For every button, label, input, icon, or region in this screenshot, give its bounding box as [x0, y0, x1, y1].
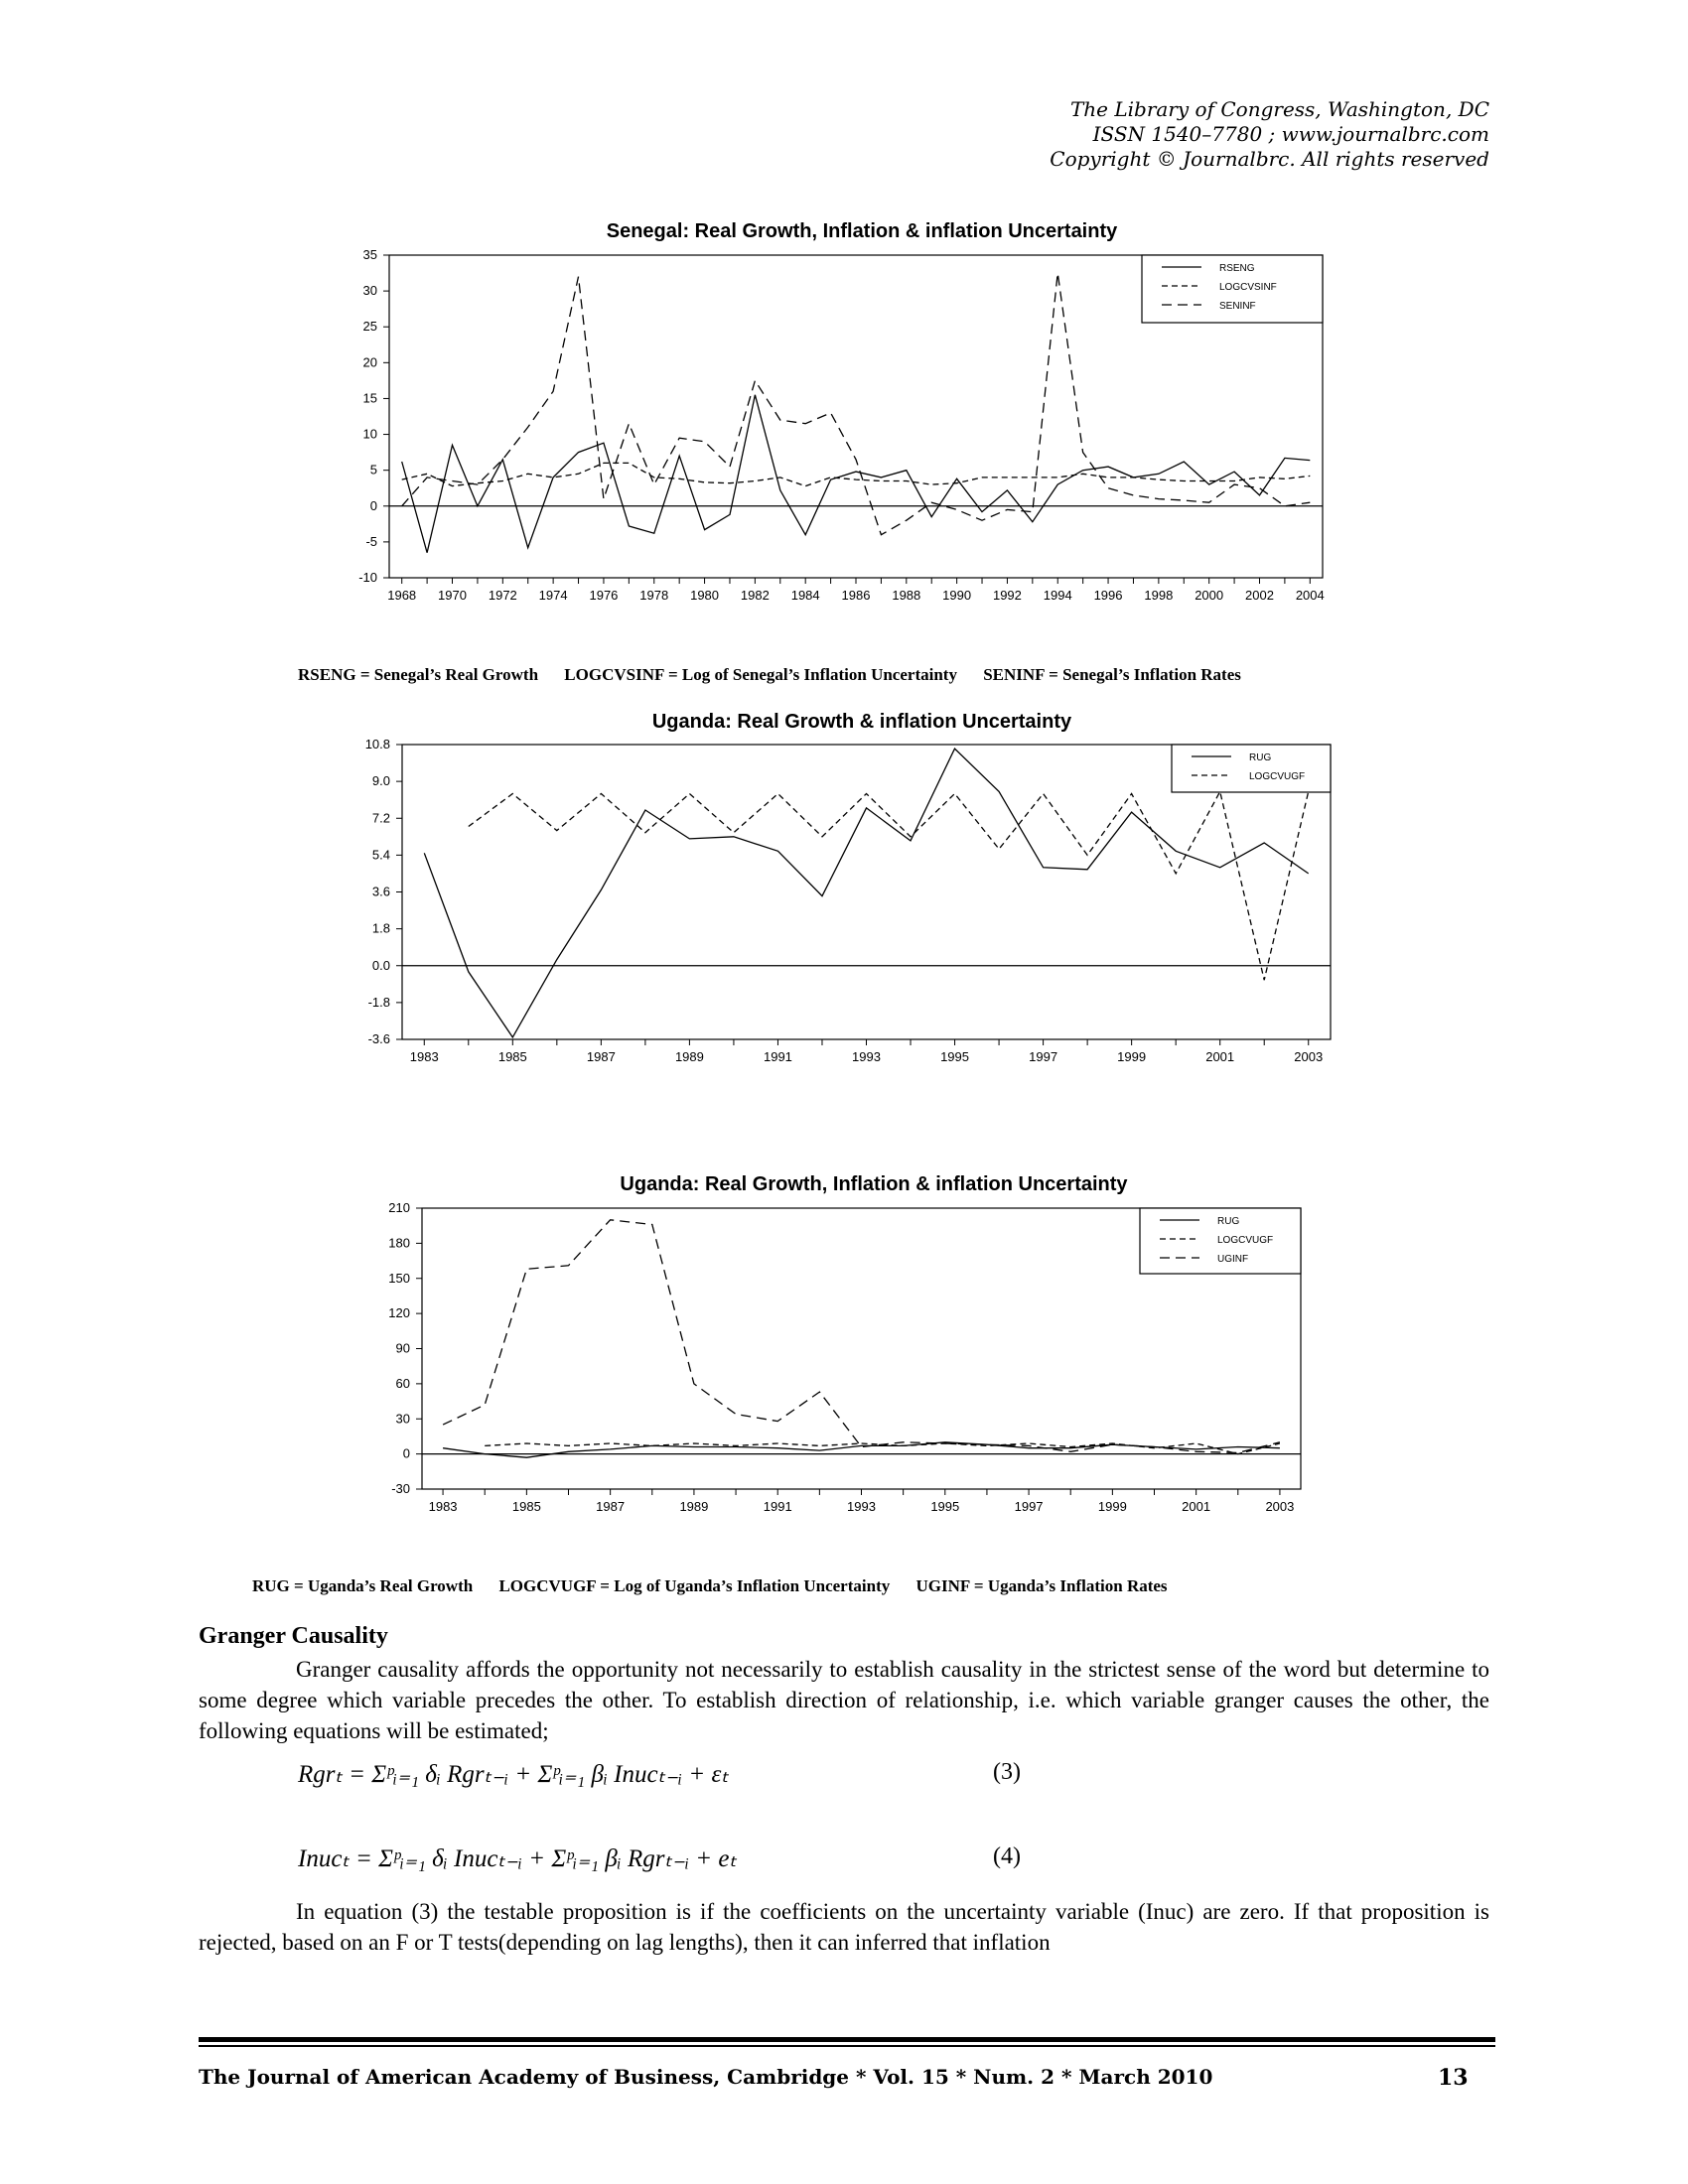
paragraph-2: In equation (3) the testable proposition is if the coefficients on the uncertainty variable (Inuc) are zero. If that proposition is rejected, based on an F or T tests(depending on lag lengths), then it can inferred that inflation [199, 1899, 1489, 1955]
x-tick-label: 1997 [1014, 1499, 1044, 1514]
x-tick-label: 1995 [940, 1049, 970, 1064]
x-tick-label: 1983 [428, 1499, 458, 1514]
x-tick-label: 1992 [992, 588, 1022, 603]
x-tick-label: 2001 [1205, 1049, 1235, 1064]
x-tick-label: 2004 [1295, 588, 1325, 603]
senegal-caption [298, 665, 1263, 685]
x-tick-label: 1984 [790, 588, 820, 603]
y-tick-label: 180 [388, 1235, 410, 1251]
uganda-growth-inflation-chart [357, 1196, 1340, 1554]
legend-entry: LOGCVUGF [1217, 1235, 1274, 1246]
y-tick-label: 15 [362, 390, 377, 406]
y-tick-label: 7.2 [371, 810, 390, 826]
y-tick-label: 20 [362, 354, 377, 370]
legend-entry: SENINF [1219, 301, 1256, 312]
x-tick-label: 1989 [679, 1499, 709, 1514]
y-tick-label: 0.0 [371, 957, 390, 973]
y-tick-label: 25 [362, 319, 377, 335]
x-tick-label: 1985 [497, 1049, 527, 1064]
senegal-chart [328, 243, 1350, 625]
uganda-caption-uginf: UGINF = Uganda’s Inflation Rates [915, 1576, 1168, 1595]
y-tick-label: 210 [388, 1200, 410, 1215]
legend-entry: RSENG [1219, 263, 1255, 274]
x-tick-label: 1983 [409, 1049, 439, 1064]
x-tick-label: 2003 [1294, 1049, 1324, 1064]
x-tick-label: 2002 [1245, 588, 1274, 603]
senegal-caption-rseng: RSENG = Senegal’s Real Growth [298, 665, 539, 684]
paragraph-1: Granger causality affords the opportunity not necessarily to establish causality in the strictest sense of the word but determine to some degree which variable precedes the other. To establish direction of relationship, i.e. which variable granger causes the other, the following equations will be estimated; [199, 1657, 1489, 1743]
legend-entry: LOGCVUGF [1249, 771, 1306, 782]
x-tick-label: 1985 [511, 1499, 541, 1514]
x-tick-label: 1987 [596, 1499, 626, 1514]
y-tick-label: 10 [362, 426, 377, 442]
y-tick-label: 90 [395, 1340, 410, 1356]
x-tick-label: 1999 [1117, 1049, 1147, 1064]
x-tick-label: 1993 [852, 1049, 881, 1064]
x-tick-label: 1986 [841, 588, 871, 603]
y-tick-label: 10.8 [364, 737, 390, 751]
page-header [1050, 97, 1489, 172]
header-line-1: The Library of Congress, Washington, DC [1069, 97, 1489, 121]
series-line-rseng [402, 395, 1311, 553]
uganda-caption-logcvugf: LOGCVUGF = Log of Uganda’s Inflation Uncertainty [498, 1576, 891, 1595]
x-tick-label: 1988 [892, 588, 921, 603]
legend-entry: UGINF [1217, 1254, 1249, 1265]
legend-entry: RUG [1217, 1216, 1240, 1227]
x-tick-label: 1997 [1029, 1049, 1058, 1064]
x-tick-label: 1978 [639, 588, 669, 603]
x-tick-label: 1974 [538, 588, 568, 603]
x-tick-label: 1996 [1093, 588, 1123, 603]
chart-title-senegal: Senegal: Real Growth, Inflation & inflation Uncertainty [606, 220, 1118, 242]
equation-4: Inucₜ = Σᵖᵢ₌₁ δᵢ Inucₜ₋ᵢ + Σᵖᵢ₌₁ βᵢ Rgrₜ₋ᵢ + eₜ [298, 1845, 737, 1872]
x-tick-label: 1995 [930, 1499, 960, 1514]
section-heading: Granger Causality [199, 1623, 388, 1649]
y-tick-label: 150 [388, 1270, 410, 1286]
x-tick-label: 1982 [740, 588, 770, 603]
y-tick-label: 3.6 [371, 884, 390, 899]
x-tick-label: 2000 [1195, 588, 1224, 603]
page-number: 13 [1438, 2065, 1469, 2091]
x-tick-label: 1998 [1144, 588, 1174, 603]
x-tick-label: 1991 [763, 1049, 792, 1064]
y-tick-label: 9.0 [371, 773, 390, 789]
chart-title-uganda-1: Uganda: Real Growth & inflation Uncertainty [651, 711, 1072, 733]
equation-3-number: (3) [993, 1759, 1021, 1785]
uganda-caption [252, 1576, 1190, 1596]
y-tick-label: -30 [391, 1481, 410, 1496]
y-tick-label: 1.8 [371, 920, 390, 936]
header-line-2: ISSN 1540–7780 ; www.journalbrc.com [1092, 122, 1489, 146]
x-tick-label: 1994 [1043, 588, 1072, 603]
y-tick-label: 30 [362, 283, 377, 299]
x-tick-label: 1999 [1097, 1499, 1127, 1514]
series-line-rug [443, 1442, 1280, 1457]
senegal-caption-logcvsinf: LOGCVSINF = Log of Senegal’s Inflation Uncertainty [564, 665, 957, 684]
y-tick-label: 35 [362, 247, 377, 262]
y-tick-label: 0 [402, 1445, 410, 1461]
x-tick-label: 1968 [387, 588, 417, 603]
x-tick-label: 1972 [488, 588, 517, 603]
x-tick-label: 1991 [763, 1499, 792, 1514]
x-tick-label: 1987 [586, 1049, 616, 1064]
uganda-caption-rug: RUG = Uganda’s Real Growth [252, 1576, 474, 1595]
y-tick-label: 5 [369, 462, 377, 478]
senegal-caption-seninf: SENINF = Senegal’s Inflation Rates [983, 665, 1241, 684]
equation-3: Rgrₜ = Σᵖᵢ₌₁ δᵢ Rgrₜ₋ᵢ + Σᵖᵢ₌₁ βᵢ Inucₜ₋ᵢ + εₜ [298, 1761, 729, 1788]
y-tick-label: -3.6 [367, 1031, 390, 1046]
y-tick-label: 60 [395, 1375, 410, 1391]
footer-rule-thin [199, 2045, 1495, 2047]
footer-journal: The Journal of American Academy of Business, Cambridge * Vol. 15 * Num. 2 * March 2010 [199, 2065, 1213, 2089]
x-tick-label: 1990 [942, 588, 972, 603]
y-tick-label: -10 [358, 570, 377, 585]
y-tick-label: -5 [365, 533, 377, 549]
y-tick-label: 120 [388, 1305, 410, 1321]
x-tick-label: 1993 [847, 1499, 876, 1514]
uganda-growth-uncertainty-chart [338, 733, 1350, 1105]
y-tick-label: -1.8 [367, 994, 390, 1010]
x-tick-label: 2003 [1265, 1499, 1295, 1514]
x-tick-label: 1976 [589, 588, 619, 603]
x-tick-label: 1989 [674, 1049, 704, 1064]
x-tick-label: 1980 [690, 588, 720, 603]
y-tick-label: 5.4 [371, 847, 390, 863]
legend-entry: LOGCVSINF [1219, 282, 1277, 293]
footer-rule [199, 2037, 1495, 2042]
header-line-3: Copyright © Journalbrc. All rights reserved [1050, 147, 1489, 171]
x-tick-label: 2001 [1182, 1499, 1211, 1514]
series-line-logcvugf [469, 791, 1309, 980]
y-tick-label: 30 [395, 1411, 410, 1427]
x-tick-label: 1970 [438, 588, 467, 603]
equation-4-number: (4) [993, 1843, 1021, 1869]
y-tick-label: 0 [369, 497, 377, 513]
legend-entry: RUG [1249, 752, 1272, 763]
chart-title-uganda-2: Uganda: Real Growth, Inflation & inflation Uncertainty [620, 1173, 1128, 1195]
